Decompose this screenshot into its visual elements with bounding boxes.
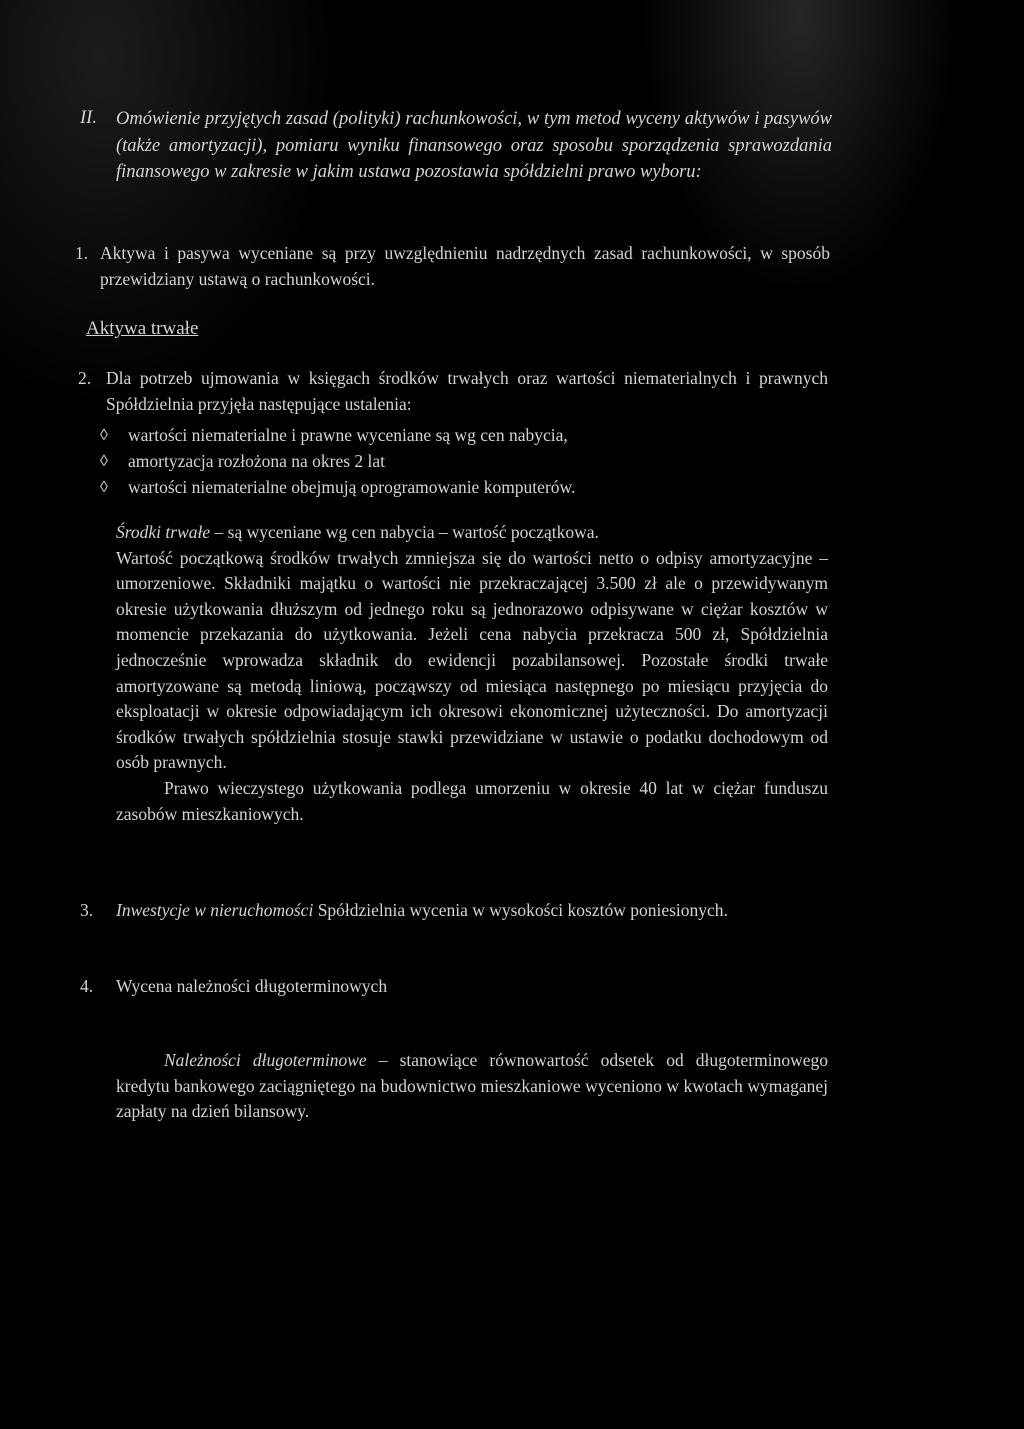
- item-4-text: Wycena należności długoterminowych: [116, 976, 388, 996]
- item-1-text: Aktywa i pasywa wyceniane są przy uwzględnieniu nadrzędnych zasad rachunkowości, w sposób przewidziany ustawą o rachunkowości.: [100, 243, 830, 289]
- item-3-label: Inwestycje w nieruchomości: [116, 900, 314, 920]
- diamond-bullet-icon: ◊: [100, 453, 108, 470]
- item-2: [78, 366, 828, 417]
- fixed-assets-paragraph: Wartość początkową środków trwałych zmniejsza się do wartości netto o odpisy amortyzacyjne – umorzeniowe. Składniki majątku o wartości nie przekraczającej 3.500 zł ale o przewidywanym okresie użytkowania dłuższym od jednego roku są jednorazowo odpisywane w ciężar kosztów w momencie przekazania do użytkowania. Jeżeli cena nabycia przekracza 500 zł, Spółdzielnia jednocześnie wprowadza składnik do ewidencji pozabilansowej. Pozostałe środki trwałe amortyzowane są metodą liniową, począwszy od miesiąca następnego po miesiącu przyjęcia do eksploatacji w okresie odpowiadającym ich okresowi ekonomicznej użyteczności. Do amortyzacji środków trwałych spółdzielnia stosuje stawki przewidziane w ustawie o podatku dochodowym od osób prawnych.: [116, 547, 828, 773]
- bullet-item: [100, 475, 780, 501]
- fixed-assets-section: [116, 520, 828, 827]
- bullet-text: wartości niematerialne i prawne wyceniane są wg cen nabycia,: [128, 425, 568, 445]
- item-4: [80, 974, 828, 1000]
- long-term-receivables-text: – stanowiące równowartość odsetek od długoterminowego kredytu bankowego zaciągniętego na budownictwo mieszkaniowe wyceniono w kwotach wymaganej zapłaty na dzień bilansowy.: [116, 1050, 828, 1122]
- diamond-bullet-icon: ◊: [100, 427, 108, 444]
- long-term-receivables-paragraph: [116, 1048, 828, 1125]
- bullet-text: amortyzacja rozłożona na okres 2 lat: [128, 451, 386, 471]
- item-3-number: 3.: [80, 900, 94, 920]
- item-2-text: Dla potrzeb ujmowania w księgach środków trwałych oraz wartości niematerialnych i prawnych Spółdzielnia przyjęła następujące ustalenia:: [106, 368, 828, 414]
- bullet-text: wartości niematerialne obejmują oprogramowanie komputerów.: [128, 477, 576, 497]
- section-title-fixed-assets: Aktywa trwałe: [86, 318, 199, 339]
- fixed-assets-label: Środki trwałe: [116, 522, 211, 542]
- heading-number: II.: [80, 108, 97, 128]
- fixed-assets-first-line-rest: – są wyceniane wg cen nabycia – wartość początkowa.: [210, 522, 599, 542]
- perpetual-usufruct-paragraph: Prawo wieczystego użytkowania podlega umorzeniu w okresie 40 lat w ciężar funduszu zasobów mieszkaniowych.: [116, 777, 828, 824]
- item-1: [75, 241, 830, 292]
- item-2-number: 2.: [78, 368, 92, 388]
- long-term-receivables-label: Należności długoterminowe: [164, 1050, 367, 1070]
- bullet-list: [100, 423, 780, 501]
- fixed-assets-first-line: [116, 520, 828, 546]
- section-heading: Omówienie przyjętych zasad (polityki) rachunkowości, w tym metod wyceny aktywów i pasywów (także amortyzacji), pomiaru wyniku finansowego oraz sposobu sporządzenia sprawozdania finansowego w zakresie w jakim ustawa pozostawia spółdzielni prawo wyboru:: [116, 109, 832, 182]
- item-4-number: 4.: [80, 976, 94, 996]
- item-1-number: 1.: [75, 243, 89, 263]
- diamond-bullet-icon: ◊: [100, 479, 108, 496]
- bullet-item: [100, 423, 780, 449]
- item-3: [80, 898, 828, 924]
- bullet-item: [100, 449, 780, 475]
- item-3-text: Spółdzielnia wycenia w wysokości kosztów poniesionych.: [313, 900, 728, 920]
